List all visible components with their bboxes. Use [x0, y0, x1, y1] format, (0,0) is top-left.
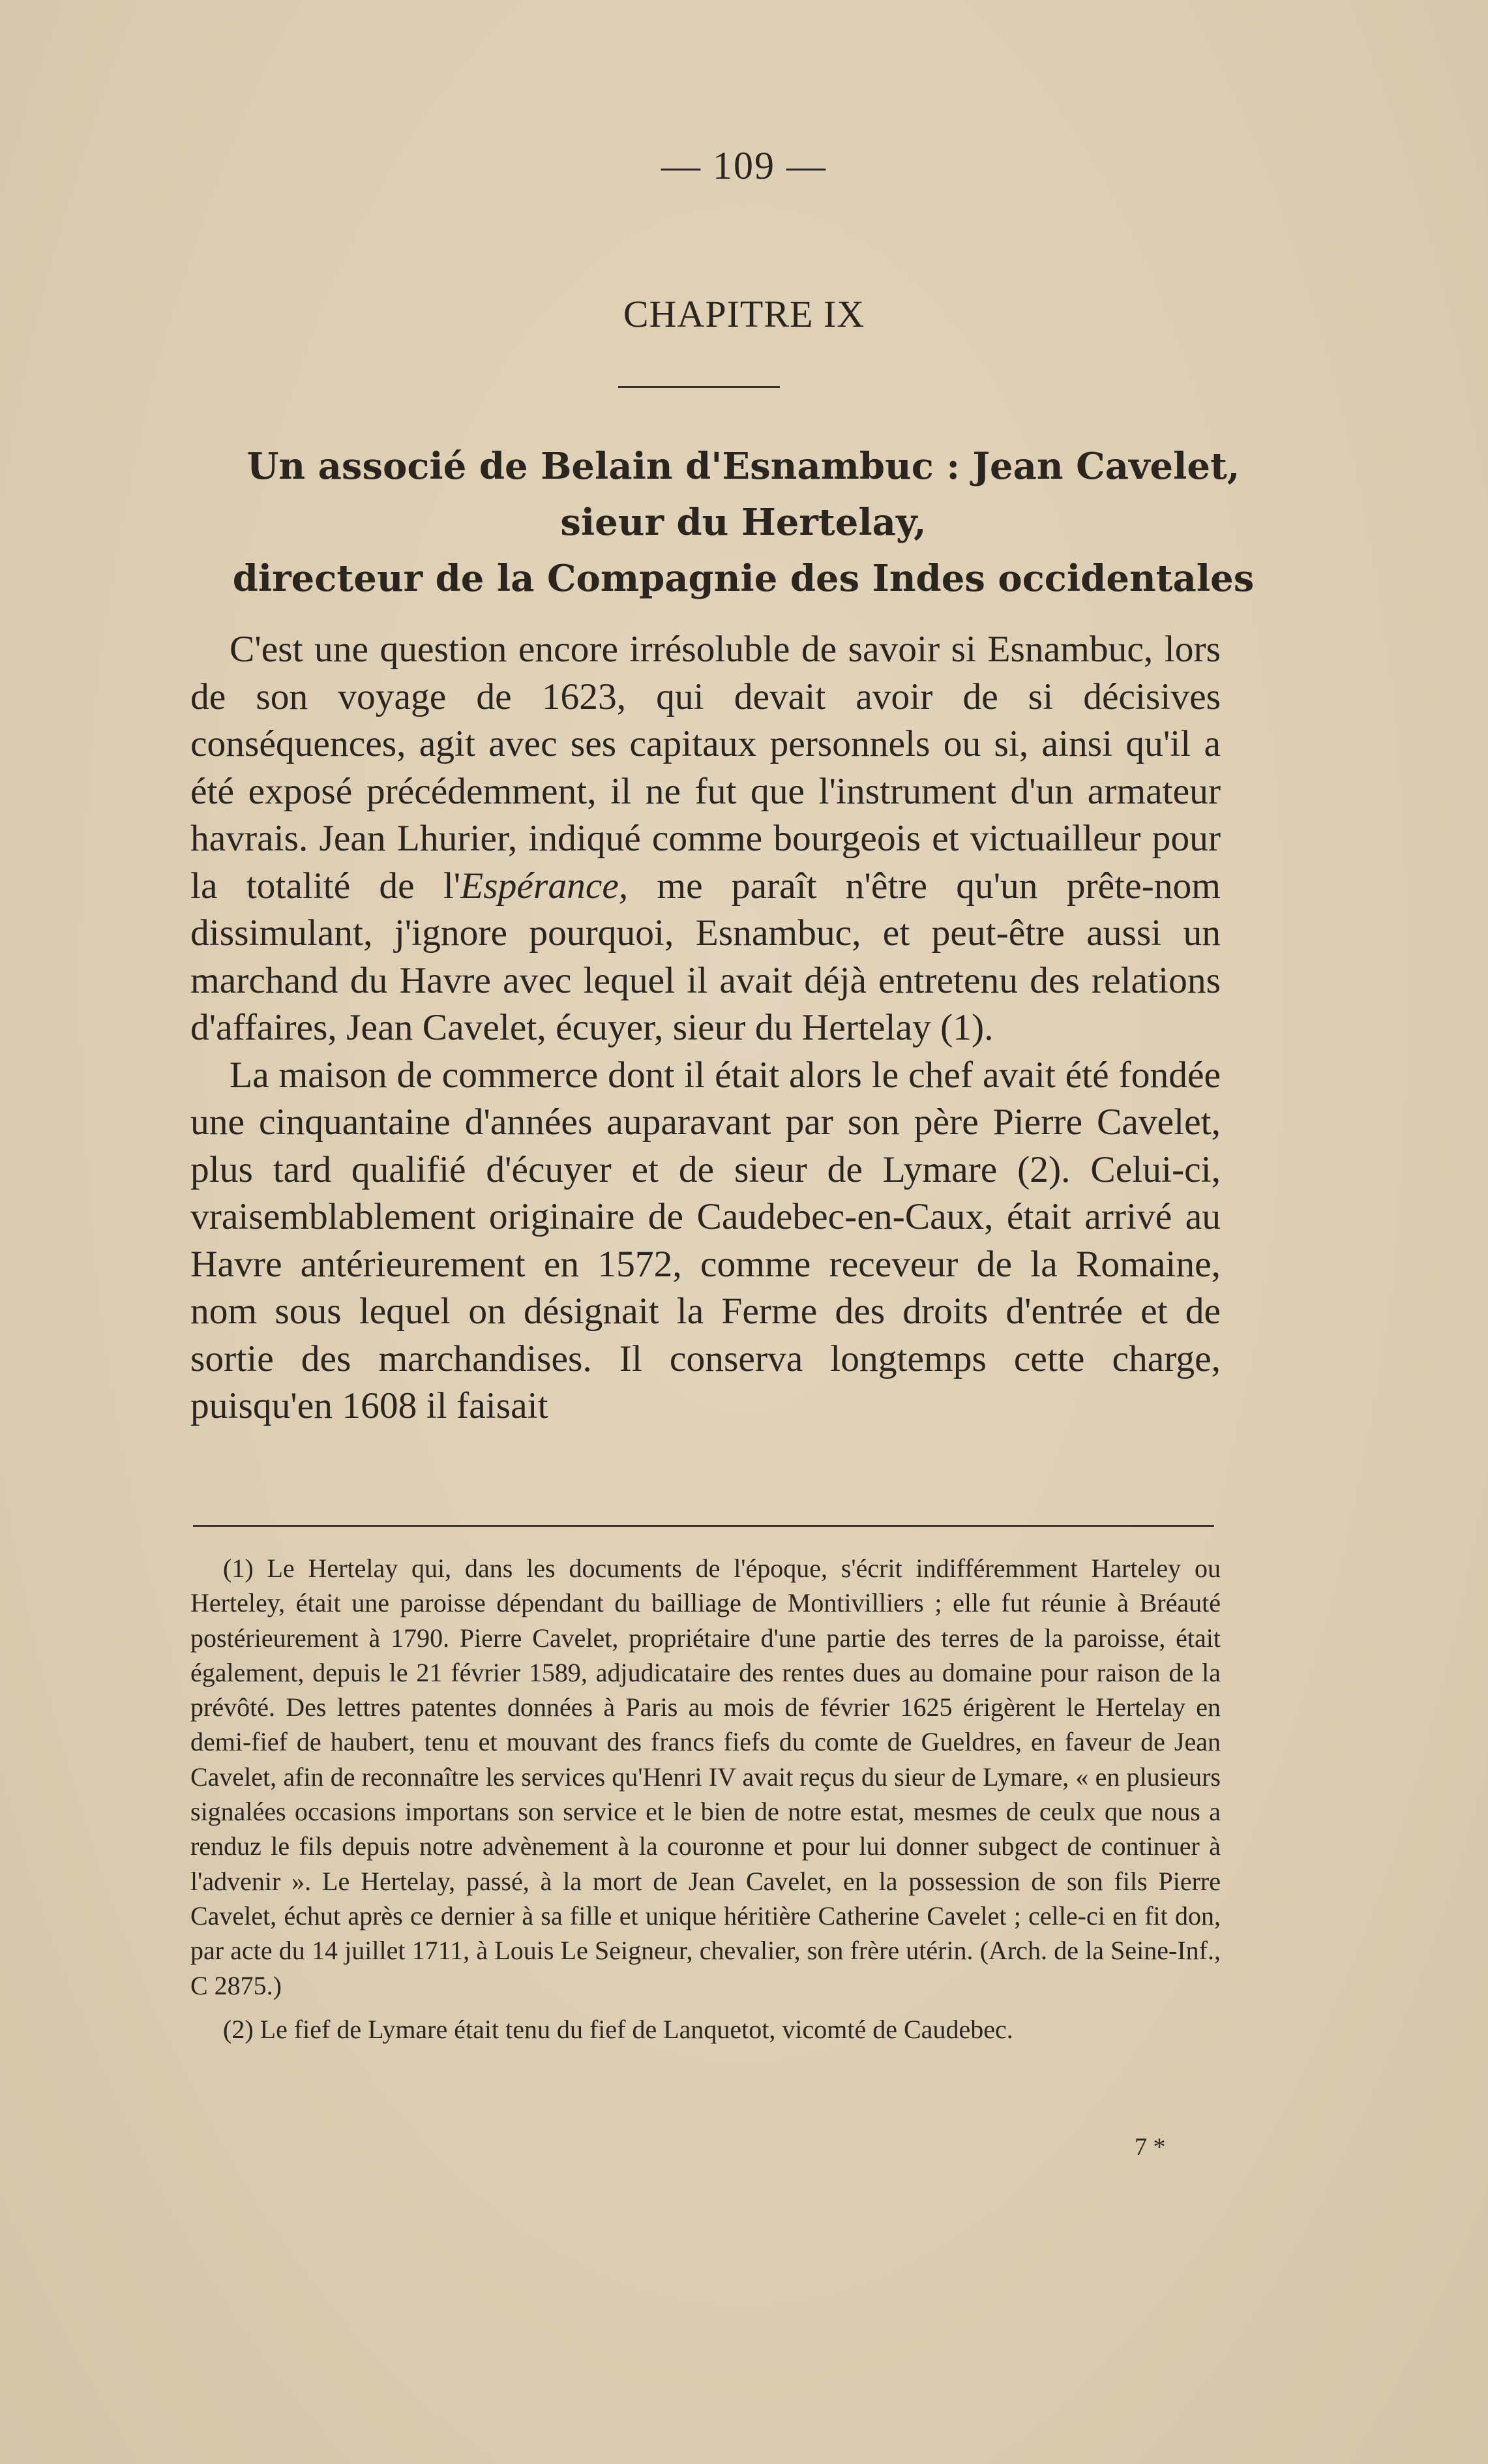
ship-name: Espérance,	[460, 865, 629, 907]
chapter-title	[130, 438, 1356, 607]
footnote-2: (2) Le fief de Lymare était tenu du fief de Lanquetot, vicomté de Caudebec.	[223, 2014, 1013, 2044]
signature-mark: 7 *	[1135, 2133, 1166, 2161]
chapter-title-line-2: sieur du Hertelay,	[560, 501, 927, 544]
footnote-1: (1) Le Hertelay qui, dans les documents de l'époque, s'écrit indifféremment Harteley ou Herteley, était une paroisse dépendant du bailliage de Montivilliers ; elle fut réunie à Bréauté postérieurement à 1790. Pierre Cavelet, propriétaire d'une partie des terres de la paroisse, était également, depuis le 21 février 1589, adjudicataire des rentes dues au domaine pour raison de la prévôté. Des lettres patentes données à Paris au mois de février 1625 érigèrent le Hertelay en demi-fief de haubert, tenu et mouvant des francs fiefs du comte de Gueldres, en faveur de Jean Cavelet, afin de reconnaître les services qu'Henri IV avait reçus du sieur de Lymare, « en plusieurs signalées occasions importans son service et le bien de notre estat, mesmes de ceulx que nous a renduz le fils depuis notre advènement à la couronne et pour lui donner subgect de continuer à l'advenir ». Le Hertelay, passé, à la mort de Jean Cavelet, en la possession de son fils Pierre Cavelet, échut après ce dernier à sa fille et unique héritière Catherine Cavelet ; celle-ci en fit don, par acte du 14 juillet 1711, à Louis Le Seigneur, chevalier, son frère utérin. (Arch. de la Seine-Inf., C 2875.)	[190, 1554, 1221, 2000]
paragraph-1	[190, 626, 1221, 1052]
page-number: — 109 —	[661, 144, 827, 187]
footnote-divider	[193, 1525, 1214, 1527]
paragraph-1-text-a: C'est une question encore irrésoluble de savoir si Esnambuc, lors de son voyage de 1623, qui devait avoir de si décisives conséquences, agit avec ses capitaux personnels ou si, ainsi qu'il a été exposé précédemment, il ne fut que l'instrument d'un armateur havrais. Jean Lhurier, indiqué comme bourgeois et victuailleur pour la totalité de l'	[190, 629, 1221, 907]
body-text	[190, 626, 1221, 1430]
footnotes	[190, 1551, 1221, 2047]
paragraph-2: La maison de commerce dont il était alors le chef avait été fondée une cinquantaine d'années auparavant par son père Pierre Cavelet, plus tard qualifié d'écuyer et de sieur de Lymare (2). Celui-ci, vraisemblablement originaire de Caudebec-en-Caux, était arrivé au Havre antérieurement en 1572, comme receveur de la Romaine, nom sous lequel on désignait la Ferme des droits d'entrée et de sortie des marchandises. Il conserva longtemps cette charge, puisqu'en 1608 il faisait	[190, 1054, 1221, 1426]
heading-divider	[618, 386, 780, 388]
paragraph-1-text-b: me paraît n'être qu'un prête-nom dissimulant, j'ignore pourquoi, Esnambuc, et peut-être aussi un marchand du Havre avec lequel il avait déjà entretenu des relations d'affaires, Jean Cavelet, écuyer, sieur du Hertelay (1).	[190, 865, 1221, 1048]
chapter-heading: CHAPITRE IX	[623, 293, 865, 335]
chapter-title-line-1: Un associé de Belain d'Esnambuc : Jean Cavelet,	[246, 445, 1240, 488]
chapter-title-line-3: directeur de la Compagnie des Indes occidentales	[232, 557, 1255, 600]
